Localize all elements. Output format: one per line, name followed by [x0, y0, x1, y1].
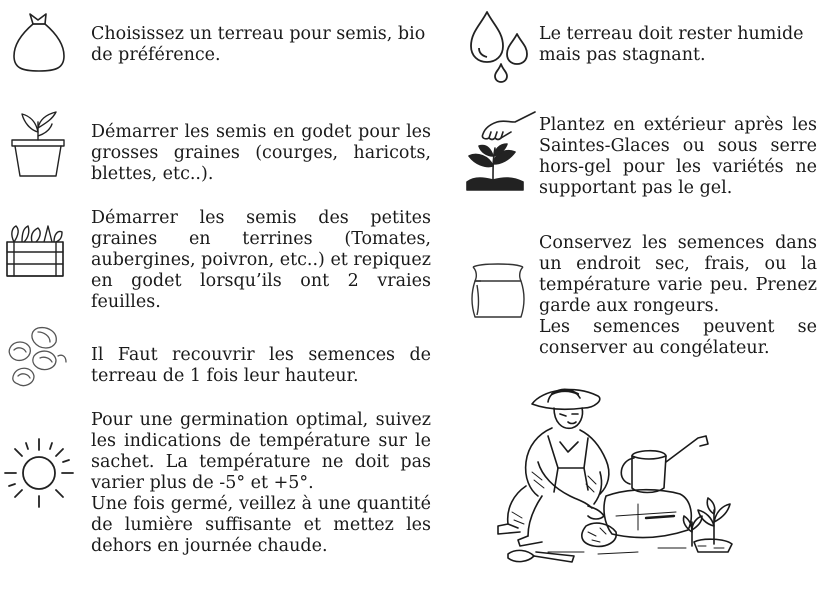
tip-left-4	[91, 345, 431, 387]
planting-hand-icon	[463, 108, 537, 194]
water-drops-icon	[465, 6, 535, 86]
tip-text: Conservez les semences dans un endroit sec, frais, ou la température varie peu. Prenez garde aux rongeurs.	[539, 233, 817, 316]
tip-text: Les semences peuvent se conserver au congélateur.	[539, 317, 817, 358]
seeds-icon	[4, 322, 70, 398]
tip-right-3	[539, 233, 817, 359]
seedling-pot-icon	[8, 108, 68, 180]
tip-text: Démarrer les semis en godet pour les grosses graines (courges, haricots, blettes, etc..).	[91, 122, 431, 184]
tip-text: Choisissez un terreau pour semis, bio de préférence.	[91, 24, 426, 65]
gardener-illustration-icon	[488, 376, 734, 580]
tip-left-2	[91, 122, 431, 185]
tip-text: Il Faut recouvrir les semences de terreau de 1 fois leur hauteur.	[91, 345, 431, 386]
tip-text: Plantez en extérieur après les Saintes-Glaces ou sous serre hors-gel pour les variétés ne supportant pas le gel.	[539, 115, 817, 198]
storage-bag-icon	[467, 255, 529, 321]
sun-icon	[2, 436, 76, 510]
tip-right-2	[539, 115, 817, 199]
tip-left-5	[91, 410, 431, 557]
tip-text: Le terreau doit rester humide mais pas stagnant.	[539, 24, 804, 65]
tip-left-1	[91, 24, 431, 66]
vegetable-crate-icon	[4, 222, 66, 280]
tip-left-3	[91, 208, 431, 313]
tip-text: Une fois germé, veillez à une quantité de lumière suffisante et mettez les dehors en journée chaude.	[91, 494, 431, 556]
tip-text: Démarrer les semis des petites graines en terrines (Tomates, aubergines, poivron, etc..) et repiquez en godet lorsqu’ils ont 2 vraies feuilles.	[91, 208, 431, 312]
tip-right-1	[539, 24, 817, 66]
seed-bag-icon	[6, 8, 72, 74]
tip-text: Pour une germination optimal, suivez les indications de température sur le sachet. La température ne doit pas varier plus de -5° et +5°.	[91, 410, 431, 493]
